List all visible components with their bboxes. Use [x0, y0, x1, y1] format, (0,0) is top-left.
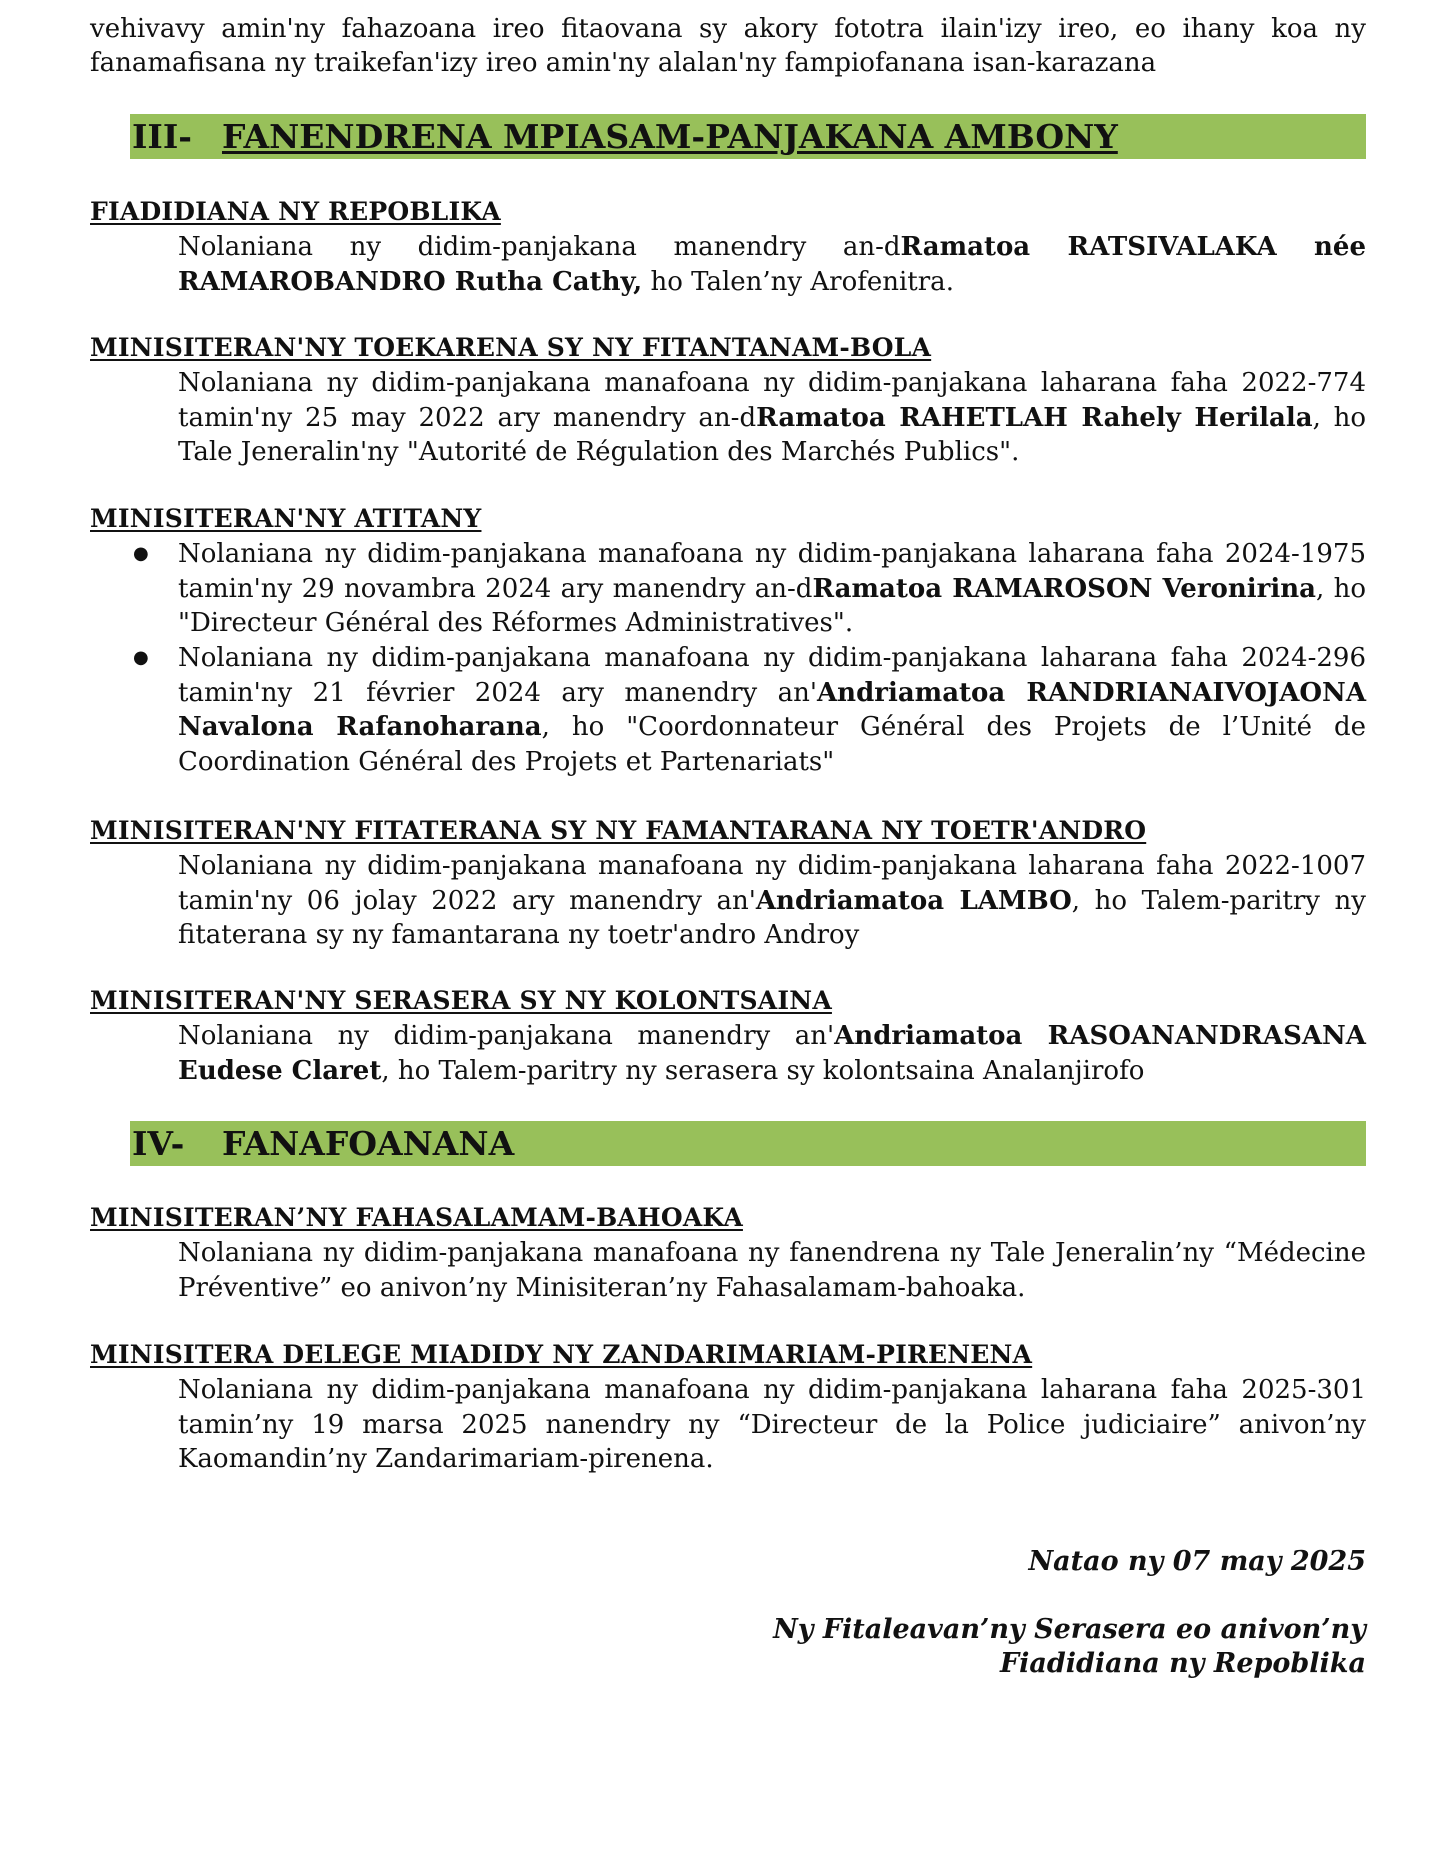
- paragraph-text: , ho Talem-paritry ny serasera sy kolontsaina Analanjirofo: [381, 1055, 1145, 1086]
- appointee-name: Ramatoa RATSIVALAKA née RAMAROBANDRO Rutha Cathy,: [178, 232, 1366, 297]
- appointee-name: Ramatoa RAMAROSON Veronirina: [812, 573, 1316, 604]
- section-3-header: [130, 114, 1366, 159]
- signature-line-1: Ny Fitaleavan’ny Serasera eo anivon’ny: [773, 1614, 1366, 1645]
- heading-fahasalamana: MINISITERAN’NY FAHASALAMAM-BAHOAKA: [90, 1203, 743, 1232]
- paragraph-text: Nolaniana ny didim-panjakana manendry an-d: [178, 232, 901, 262]
- paragraph-atitany-2: [178, 641, 1366, 779]
- heading-serasera: MINISITERAN'NY SERASERA SY NY KOLONTSAINA: [90, 986, 832, 1015]
- section-4-header: [130, 1121, 1366, 1166]
- paragraph-fitaterana: [178, 849, 1366, 953]
- paragraph-text: Nolaniana ny didim-panjakana manafoana ny didim-panjakana laharana faha 2024-1975 tamin'ny 29 novambra 2024 ary manendry an-d: [178, 539, 1366, 604]
- heading-zandarimariam: MINISITERA DELEGE MIADIDY NY ZANDARIMARIAM-PIRENENA: [90, 1340, 1033, 1369]
- appointee-name: Ramatoa RAHETLAH Rahely Herilala: [756, 402, 1313, 433]
- paragraph-toekarena: [178, 366, 1366, 470]
- appointee-name: Andriamatoa LAMBO: [755, 885, 1072, 916]
- bullet-icon: ●: [133, 647, 149, 668]
- paragraph-fahasalamana: Nolaniana ny didim-panjakana manafoana ny fanendrena ny Tale Jeneralin’ny “Médecine Préventive” eo anivon’ny Minisiteran’ny Fahasalamam-bahoaka.: [178, 1238, 1366, 1303]
- paragraph-text: Nolaniana ny didim-panjakana manafoana ny didim-panjakana laharana faha 2024-296 tamin'ny 21 février 2024 ary manendry an': [178, 643, 1366, 708]
- paragraph-serasera: [178, 1019, 1366, 1088]
- appointee-name: Andriamatoa RANDRIANAIVOJAONA Navalona Rafanoharana: [178, 677, 1366, 742]
- paragraph-text: , ho Talem-paritry ny fitaterana sy ny famantarana ny toetr'andro Androy: [178, 885, 1366, 950]
- intro-paragraph: vehivavy amin'ny fahazoana ireo fitaovana sy akory fototra ilain'izy ireo, eo ihany koa ny fanamafisana ny traikefan'izy ireo amin'ny alalan'ny fampiofanana isan-karazana: [90, 14, 1366, 78]
- paragraph-zandarimariam: Nolaniana ny didim-panjakana manafoana ny didim-panjakana laharana faha 2025-301 tamin’ny 19 marsa 2025 nanendry ny “Directeur de la Police judiciaire” anivon’ny Kaomandin’ny Zandarimariam-pirenena.: [178, 1375, 1366, 1474]
- paragraph-text: Nolaniana ny didim-panjakana manafoana ny didim-panjakana laharana faha 2022-774 tamin'ny 25 may 2022 ary manendry an-d: [178, 368, 1366, 433]
- heading-fitaterana: MINISITERAN'NY FITATERANA SY NY FAMANTARANA NY TOETR'ANDRO: [90, 816, 1147, 845]
- paragraph-fiadidiana: [178, 230, 1366, 299]
- paragraph-atitany-1: [178, 537, 1366, 641]
- paragraph-text: Nolaniana ny didim-panjakana manendry an': [178, 1021, 835, 1051]
- paragraph-text: , ho "Coordonnateur Général des Projets de l’Unité de Coordination Général des Projets et Partenariats": [178, 712, 1366, 777]
- signature-date: Natao ny 07 may 2025: [1028, 1546, 1366, 1577]
- paragraph-text: ho Talen’ny Arofenitra.: [642, 266, 954, 297]
- signature-line-2: Fiadidiana ny Repoblika: [999, 1648, 1366, 1679]
- heading-atitany: MINISITERAN'NY ATITANY: [90, 504, 482, 533]
- section-3-number: III-: [132, 117, 193, 156]
- paragraph-text: Nolaniana ny didim-panjakana manafoana ny didim-panjakana laharana faha 2022-1007 tamin'ny 06 jolay 2022 ary manendry an': [178, 851, 1366, 916]
- section-4-title: FANAFOANANA: [222, 1124, 515, 1163]
- heading-toekarena: MINISITERAN'NY TOEKARENA SY NY FITANTANAM-BOLA: [90, 333, 932, 362]
- heading-fiadidiana: FIADIDIANA NY REPOBLIKA: [90, 197, 501, 226]
- appointee-name: Andriamatoa RASOANANDRASANA Eudese Claret: [178, 1021, 1366, 1086]
- bullet-icon: ●: [133, 543, 149, 564]
- section-3-title: FANENDRENA MPIASAM-PANJAKANA AMBONY: [222, 117, 1118, 156]
- paragraph-text: , ho Tale Jeneralin'ny "Autorité de Régulation des Marchés Publics".: [178, 402, 1367, 467]
- section-4-number: IV-: [132, 1124, 185, 1163]
- paragraph-text: , ho "Directeur Général des Réformes Administratives".: [178, 573, 1366, 638]
